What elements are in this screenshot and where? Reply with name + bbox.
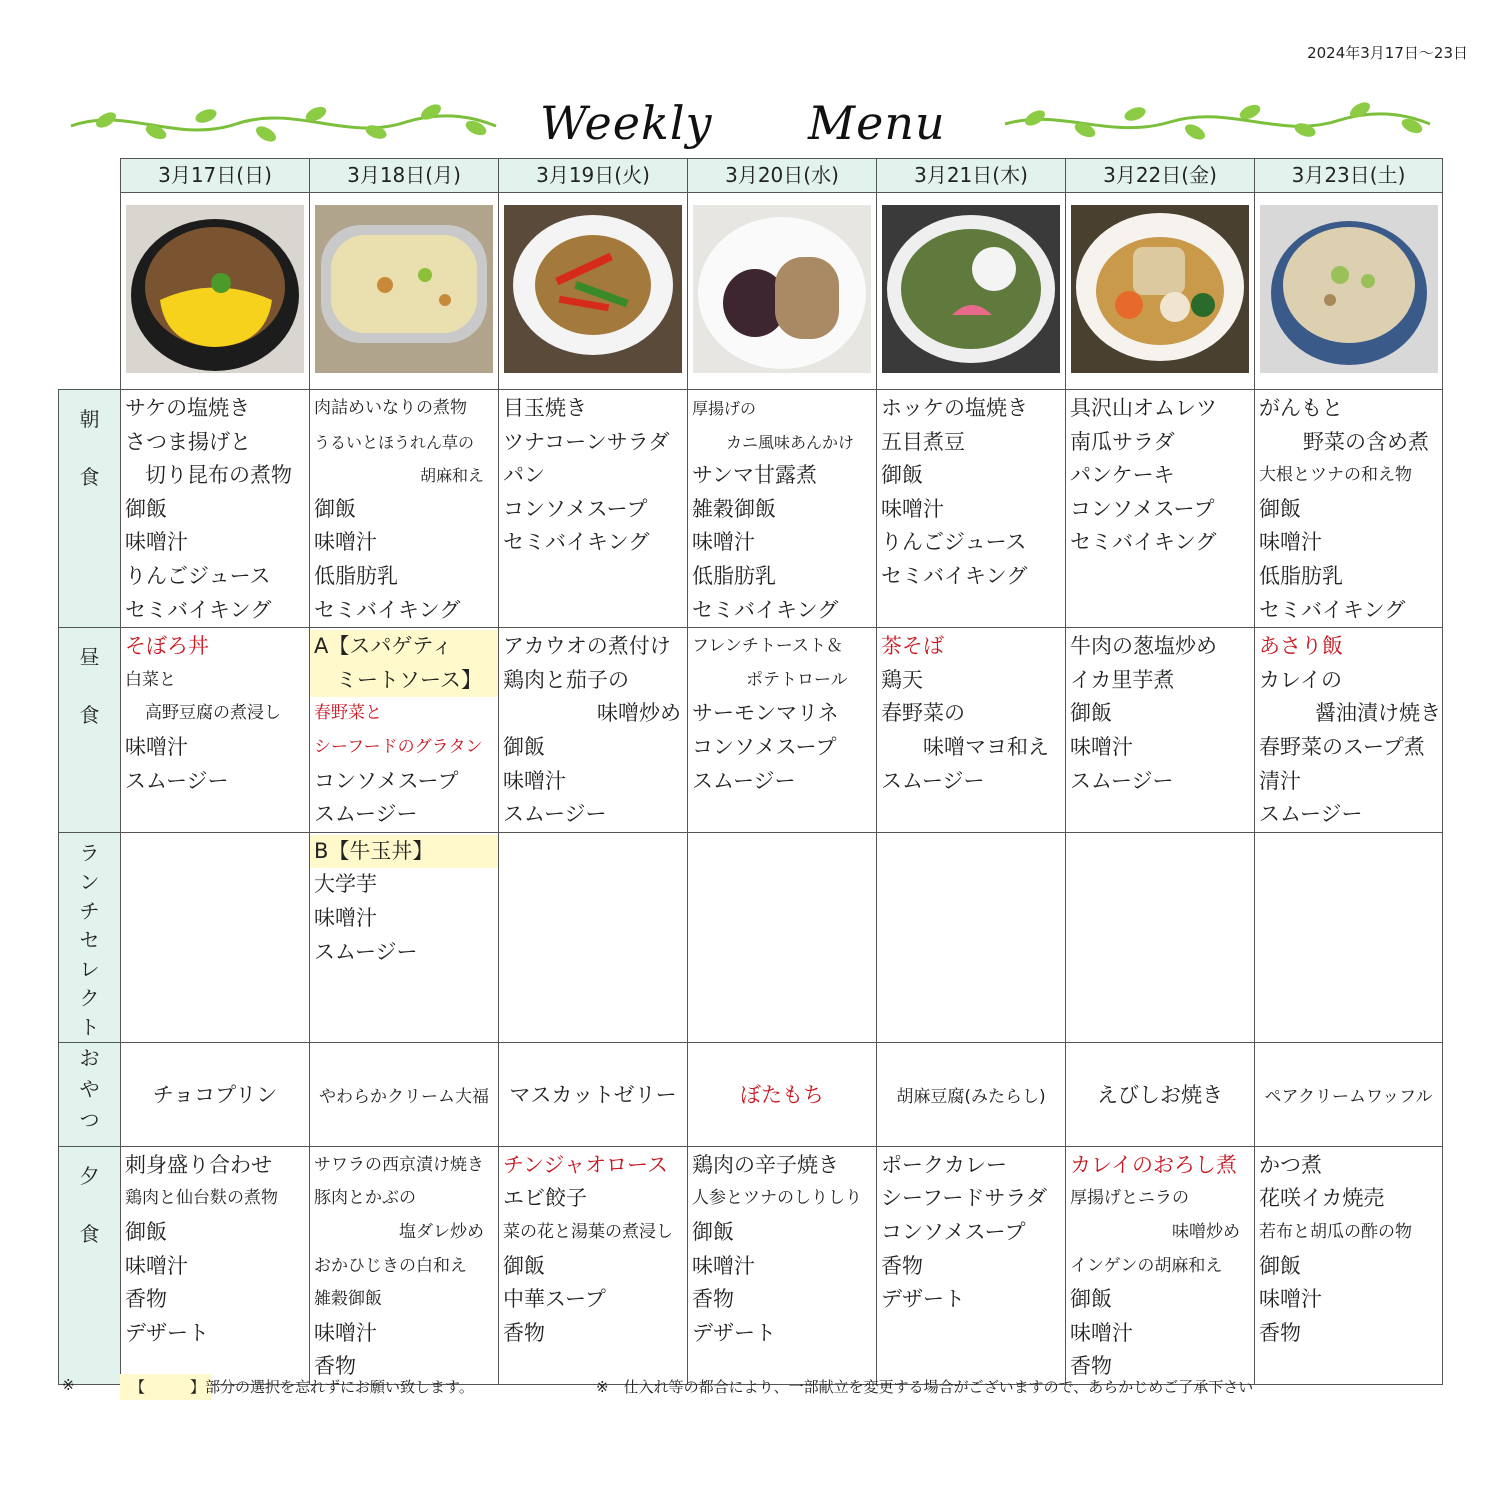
photo-row <box>59 193 1443 390</box>
dinner-0318: サワラの西京漬け焼き 豚肉とかぶの 塩ダレ炒め おかひじきの白和え 雑穀御飯 味噌汁 香物 <box>310 1146 499 1384</box>
lunch-0322: 牛肉の葱塩炒め イカ里芋煮 御飯 味噌汁 スムージー <box>1066 628 1255 833</box>
breakfast-0321: ホッケの塩焼き 五目煮豆 御飯 味噌汁 りんごジュース セミバイキング <box>877 390 1066 628</box>
dinner-label: 夕 食 <box>59 1146 121 1384</box>
snack-row <box>59 1042 1443 1146</box>
snack-0320: ぼたもち <box>688 1042 877 1146</box>
dinner-0317: 刺身盛り合わせ 鶏肉と仙台麩の煮物 御飯 味噌汁 香物 デザート <box>121 1146 310 1384</box>
breakfast-row <box>59 390 1443 628</box>
lunch-0319: アカウオの煮付け 鶏肉と茄子の 味噌炒め 御飯 味噌汁 スムージー <box>499 628 688 833</box>
breakfast-0318: 肉詰めいなりの煮物 うるいとほうれん草の 胡麻和え 御飯 味噌汁 低脂肪乳 セミバイキング <box>310 390 499 628</box>
lunch-select-0320 <box>688 832 877 1042</box>
day-header-0318: 3月18日(月) <box>310 159 499 193</box>
lunch-0320: フレンチトースト＆ ポテトロール サーモンマリネ コンソメスープ スムージー <box>688 628 877 833</box>
footer-note-supply: ※ 仕入れ等の都合により、一部献立を変更する場合がございますので、あらかじめご了承下さい <box>596 1378 1254 1396</box>
lunch-select-row <box>59 832 1443 1042</box>
lunch-0317: そぼろ丼 白菜と 高野豆腐の煮浸し 味噌汁 スムージー <box>121 628 310 833</box>
botamochi-photo <box>688 193 877 390</box>
breakfast-0322: 具沢山オムレツ 南瓜サラダ パンケーキ コンソメスープ セミバイキング <box>1066 390 1255 628</box>
snack-0317: チョコプリン <box>121 1042 310 1146</box>
snack-0323: ペアクリームワッフル <box>1255 1042 1443 1146</box>
weekly-menu-table <box>58 158 1443 1385</box>
lunch-select-0321 <box>877 832 1066 1042</box>
day-header-0320: 3月20日(水) <box>688 159 877 193</box>
snack-0322: えびしお焼き <box>1066 1042 1255 1146</box>
lunch-select-0322 <box>1066 832 1255 1042</box>
date-range: 2024年3月17日～23日 <box>1307 44 1468 62</box>
dinner-0319: チンジャオロース エビ餃子 菜の花と湯葉の煮浸し 御飯 中華スープ 香物 <box>499 1146 688 1384</box>
day-header-row <box>59 159 1443 193</box>
lunch-label: 昼 食 <box>59 628 121 833</box>
day-header-0323: 3月23日(土) <box>1255 159 1443 193</box>
day-header-0321: 3月21日(木) <box>877 159 1066 193</box>
footer-note-mark: ※ <box>62 1376 75 1394</box>
dinner-0320: 鶏肉の辛子焼き 人参とツナのしりしり 御飯 味噌汁 香物 デザート <box>688 1146 877 1384</box>
snack-0319: マスカットゼリー <box>499 1042 688 1146</box>
lunch-select-0323 <box>1255 832 1443 1042</box>
lunch-select-label: ラ ン チ セ レ ク ト <box>59 832 121 1042</box>
footer-note-selection <box>130 1376 474 1397</box>
breakfast-0319: 目玉焼き ツナコーンサラダ パン コンソメスープ セミバイキング <box>499 390 688 628</box>
cha-soba-photo <box>877 193 1066 390</box>
soboro-don-photo <box>121 193 310 390</box>
dinner-row <box>59 1146 1443 1384</box>
lunch-select-0318: B【牛玉丼】 大学芋 味噌汁 スムージー <box>310 832 499 1042</box>
lunch-select-0319 <box>499 832 688 1042</box>
title-weekly: Weekly <box>540 96 713 150</box>
day-header-0317: 3月17日(日) <box>121 159 310 193</box>
lunch-0318: A【スパゲティ ミートソース】 春野菜と シーフードのグラタン コンソメスープ スムージー <box>310 628 499 833</box>
breakfast-0320: 厚揚げの カニ風味あんかけ サンマ甘露煮 雑穀御飯 味噌汁 低脂肪乳 セミバイキング <box>688 390 877 628</box>
breakfast-0323: がんもと 野菜の含め煮 大根とツナの和え物 御飯 味噌汁 低脂肪乳 セミバイキング <box>1255 390 1443 628</box>
footer-bracket: 【 】 <box>130 1378 206 1396</box>
lunch-0323: あさり飯 カレイの 醤油漬け焼き 春野菜のスープ煮 清汁 スムージー <box>1255 628 1443 833</box>
day-header-0322: 3月22日(金) <box>1066 159 1255 193</box>
breakfast-0317: サケの塩焼き さつま揚げと 切り昆布の煮物 御飯 味噌汁 りんごジュース セミバイキング <box>121 390 310 628</box>
stir-fry-photo <box>499 193 688 390</box>
breakfast-label: 朝 食 <box>59 390 121 628</box>
title-menu: Menu <box>808 96 946 150</box>
footer-note-text: 部分の選択を忘れずにお願い致します。 <box>205 1378 474 1396</box>
lunch-select-0317 <box>121 832 310 1042</box>
vine-decoration-right <box>1000 96 1450 152</box>
lunch-row <box>59 628 1443 833</box>
snack-0318: やわらかクリーム大福 <box>310 1042 499 1146</box>
gratin-photo <box>310 193 499 390</box>
dinner-0322: カレイのおろし煮 厚揚げとニラの 味噌炒め インゲンの胡麻和え 御飯 味噌汁 香物 <box>1066 1146 1255 1384</box>
karei-oroshi-photo <box>1066 193 1255 390</box>
dinner-0321: ポークカレー シーフードサラダ コンソメスープ 香物 デザート <box>877 1146 1066 1384</box>
vine-decoration-left <box>66 96 502 152</box>
lunch-0321: 茶そば 鶏天 春野菜の 味噌マヨ和え スムージー <box>877 628 1066 833</box>
day-header-0319: 3月19日(火) <box>499 159 688 193</box>
snack-0321: 胡麻豆腐(みたらし) <box>877 1042 1066 1146</box>
snack-label: お や つ <box>59 1042 121 1146</box>
dinner-0323: かつ煮 花咲イカ焼売 若布と胡瓜の酢の物 御飯 味噌汁 香物 <box>1255 1146 1443 1384</box>
asari-meshi-photo <box>1255 193 1443 390</box>
